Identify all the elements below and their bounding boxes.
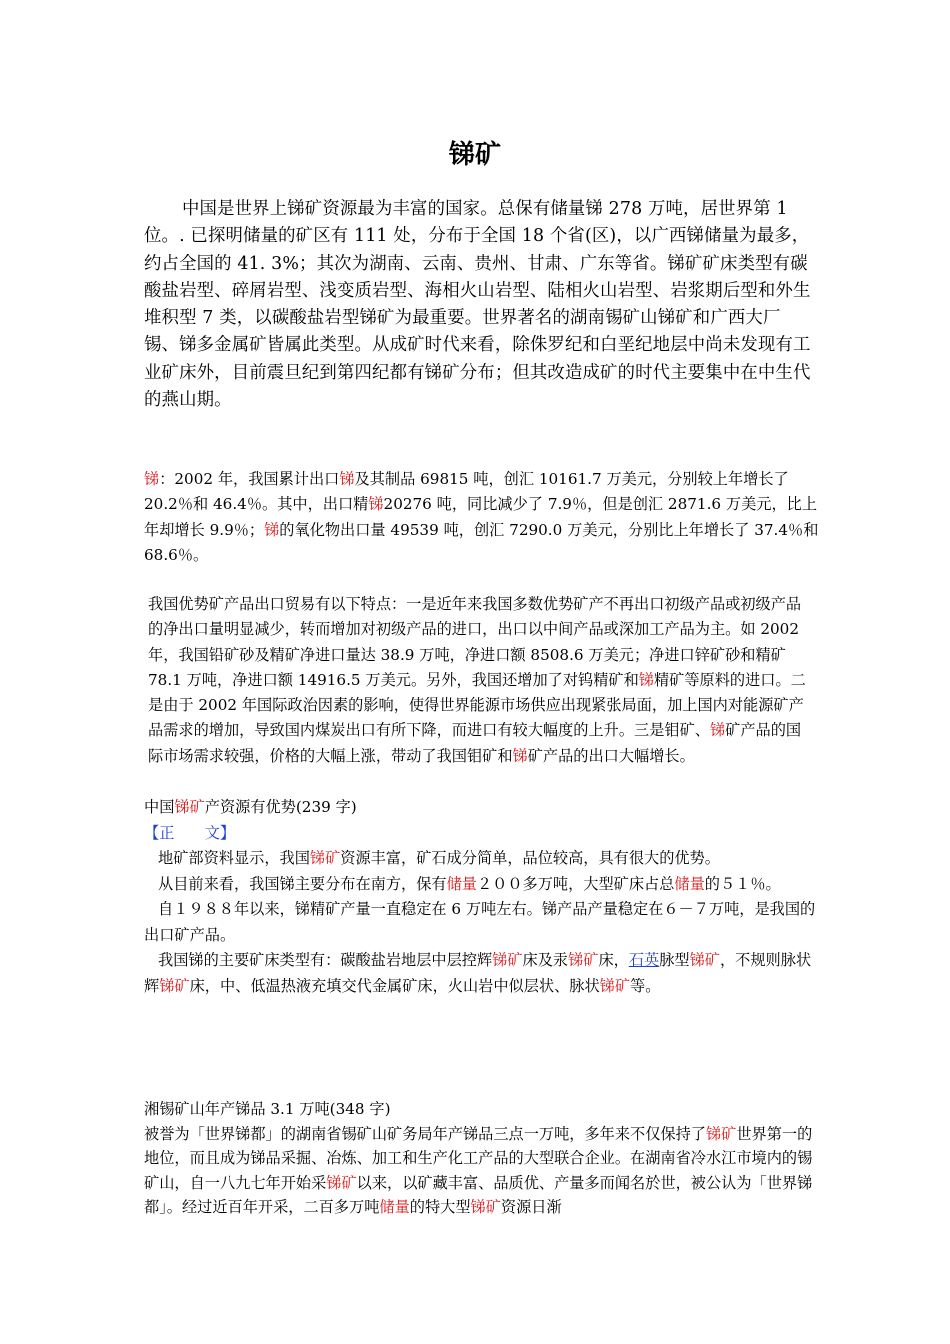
text-run: 资源日渐: [500, 1198, 562, 1217]
keyword-highlight: 锑矿: [309, 849, 341, 867]
section-title: [144, 795, 819, 821]
text-run: 地矿部资料显示，我国: [158, 849, 310, 867]
export-paragraph: [144, 467, 819, 568]
text-run: 世界第一的地位，而且成为锑品采掘、冶炼、加工和生产化工产品的大型联合企业。在湖南省冷水江市境内的锡矿山，自一八九七年开始采: [144, 1124, 813, 1192]
text-run: 矿产品的国际市场需求较强，价格的大幅上涨，带动了我国钼矿和: [148, 721, 802, 765]
keyword-highlight: 锑矿: [705, 1124, 737, 1143]
keyword-highlight: 储量: [674, 874, 705, 893]
keyword-highlight: 锑矿: [599, 976, 630, 995]
quartz-link[interactable]: 石英: [628, 951, 660, 969]
keyword-highlight: 锑矿: [470, 1198, 501, 1217]
keyword-highlight: 锑矿: [159, 976, 190, 995]
keyword-highlight: 锑矿: [174, 798, 205, 816]
keyword-highlight: 锑: [144, 470, 160, 488]
text-run: 我国优势矿产品出口贸易有以下特点：一是近年来我国多数优势矿产不再出口初级产品或初级产品的净出口量明显减少，转而增加对初级产品的进口，出口以中间产品或深加工产品为主。如 2002 年，我国铅矿砂及精矿净进口量达 38.9 万吨，净进口额 8508.6 万美元；净进口锌矿砂和精矿 78.1 万吨，净进口额 14916.5 万美元。另外，我国还增加了对钨精矿和: [148, 595, 802, 689]
keyword-highlight: 锑矿: [326, 1173, 357, 1192]
text-run: 20276 吨，同比减少了 7.9％，但是创汇 2871.6 万美元，比上年却增长 9.9％；: [144, 495, 818, 539]
keyword-highlight: 储量: [446, 874, 477, 893]
section-title: 湘锡矿山年产锑品 3.1 万吨(348 字): [144, 1100, 391, 1118]
text-run: 矿产品的出口大幅增长。: [527, 746, 695, 765]
keyword-highlight: 锑矿: [568, 951, 599, 969]
keyword-highlight: 锑矿: [492, 951, 523, 969]
text-run: 的５１％。: [704, 874, 781, 893]
keyword-highlight: 锑: [709, 721, 726, 740]
body-tag: 【正 文】: [144, 823, 236, 842]
keyword-highlight: 锑: [264, 520, 280, 539]
trade-features-paragraph: [144, 592, 814, 769]
text-run: 床，: [598, 951, 629, 969]
text-run: 脉型: [659, 951, 690, 969]
text-run: 及其制品 69815 吨，创汇 10161.7 万美元，分别较上年增长了 20.2％和 46.4％。其中，出口精: [144, 470, 789, 514]
keyword-highlight: 锑: [368, 495, 384, 514]
keyword-highlight: 储量: [379, 1198, 410, 1217]
text-run: 从目前来看，我国锑主要分布在南方，保有: [158, 874, 447, 893]
text-run: ：2002 年，我国累计出口: [159, 470, 340, 488]
text-run: 以来，以矿藏丰富、品质优、产量多而闻名於世，被公认为「世界锑都」。经过近百年开采，二百多万吨: [144, 1173, 813, 1217]
text-run: 精矿等原料的进口。二是由于 2002 年国际政治因素的影响，使得世界能源市场供应出现紧张局面，加上国内对能源矿产品需求的增加，导致国内煤炭出口有所下降，而进口有较大幅度的上升。三是钼矿、: [148, 670, 806, 740]
body-paragraph: [144, 948, 819, 999]
text-run: 床及汞: [522, 951, 569, 969]
keyword-highlight: 锑: [339, 470, 355, 488]
text-run: 中国: [144, 798, 175, 816]
text-run: 的氧化物出口量 49539 吨，创汇 7290.0 万美元，分别比上年增长了 37.4％和 68.6％。: [144, 520, 819, 564]
text-run: 资源丰富，矿石成分简单，品位较高，具有很大的优势。: [340, 849, 720, 867]
body-paragraph: 自１９８８年以来，锑精矿产量一直稳定在 6 万吨左右。锑产品产量稳定在６－７万吨，是我国的出口矿产品。: [144, 900, 816, 944]
text-run: 产资源有优势(239 字): [204, 798, 357, 816]
body-paragraph: [144, 1122, 819, 1220]
keyword-highlight: 锑: [512, 746, 528, 765]
text-run: 等。: [630, 976, 661, 995]
text-run: 我国锑的主要矿床类型有：碳酸盐岩地层中层控辉: [158, 951, 493, 969]
xikuangshan-section: [144, 1097, 819, 1220]
text-run: ，不规则脉状辉: [144, 951, 812, 995]
keyword-highlight: 锑矿: [689, 951, 720, 969]
text-run: ２００多万吨，大型矿床占总: [476, 874, 675, 893]
keyword-highlight: 锑: [638, 670, 654, 689]
resource-advantage-section: [144, 795, 819, 999]
body-paragraph: [144, 846, 819, 872]
text-run: 的特大型: [409, 1198, 471, 1217]
page-title: 锑矿: [448, 140, 501, 170]
text-run: 被誉为「世界锑都」的湖南省锡矿山矿务局年产锑品三点一万吨，多年来不仅保持了: [144, 1124, 706, 1143]
intro-paragraph: 中国是世界上锑矿资源最为丰富的国家。总保有储量锑 278 万吨，居世界第 1 位。. 已探明储量的矿区有 111 处，分布于全国 18 个省(区)，以广西锑储量为最多，约占全国的 41. 3%；其次为湖南、云南、贵州、甘肃、广东等省。锑矿矿床类型有碳酸盐岩型、碎屑岩型、浅变质岩型、海相火山岩型、陆相火山岩型、岩浆期后型和外生堆积型 7 类，以碳酸盐岩型锑矿为最重要。世界著名的湖南锡矿山锑矿和广西大厂锡、锑多金属矿皆属此类型。从成矿时代来看，除侏罗纪和白垩纪地层中尚未发现有工业矿床外，目前震旦纪到第四纪都有锑矿分布；但其改造成矿的时代主要集中在中生代的燕山期。: [144, 199, 811, 411]
text-run: 床，中、低温热液充填交代金属矿床，火山岩中似层状、脉状: [189, 976, 600, 995]
body-paragraph: [144, 872, 819, 898]
